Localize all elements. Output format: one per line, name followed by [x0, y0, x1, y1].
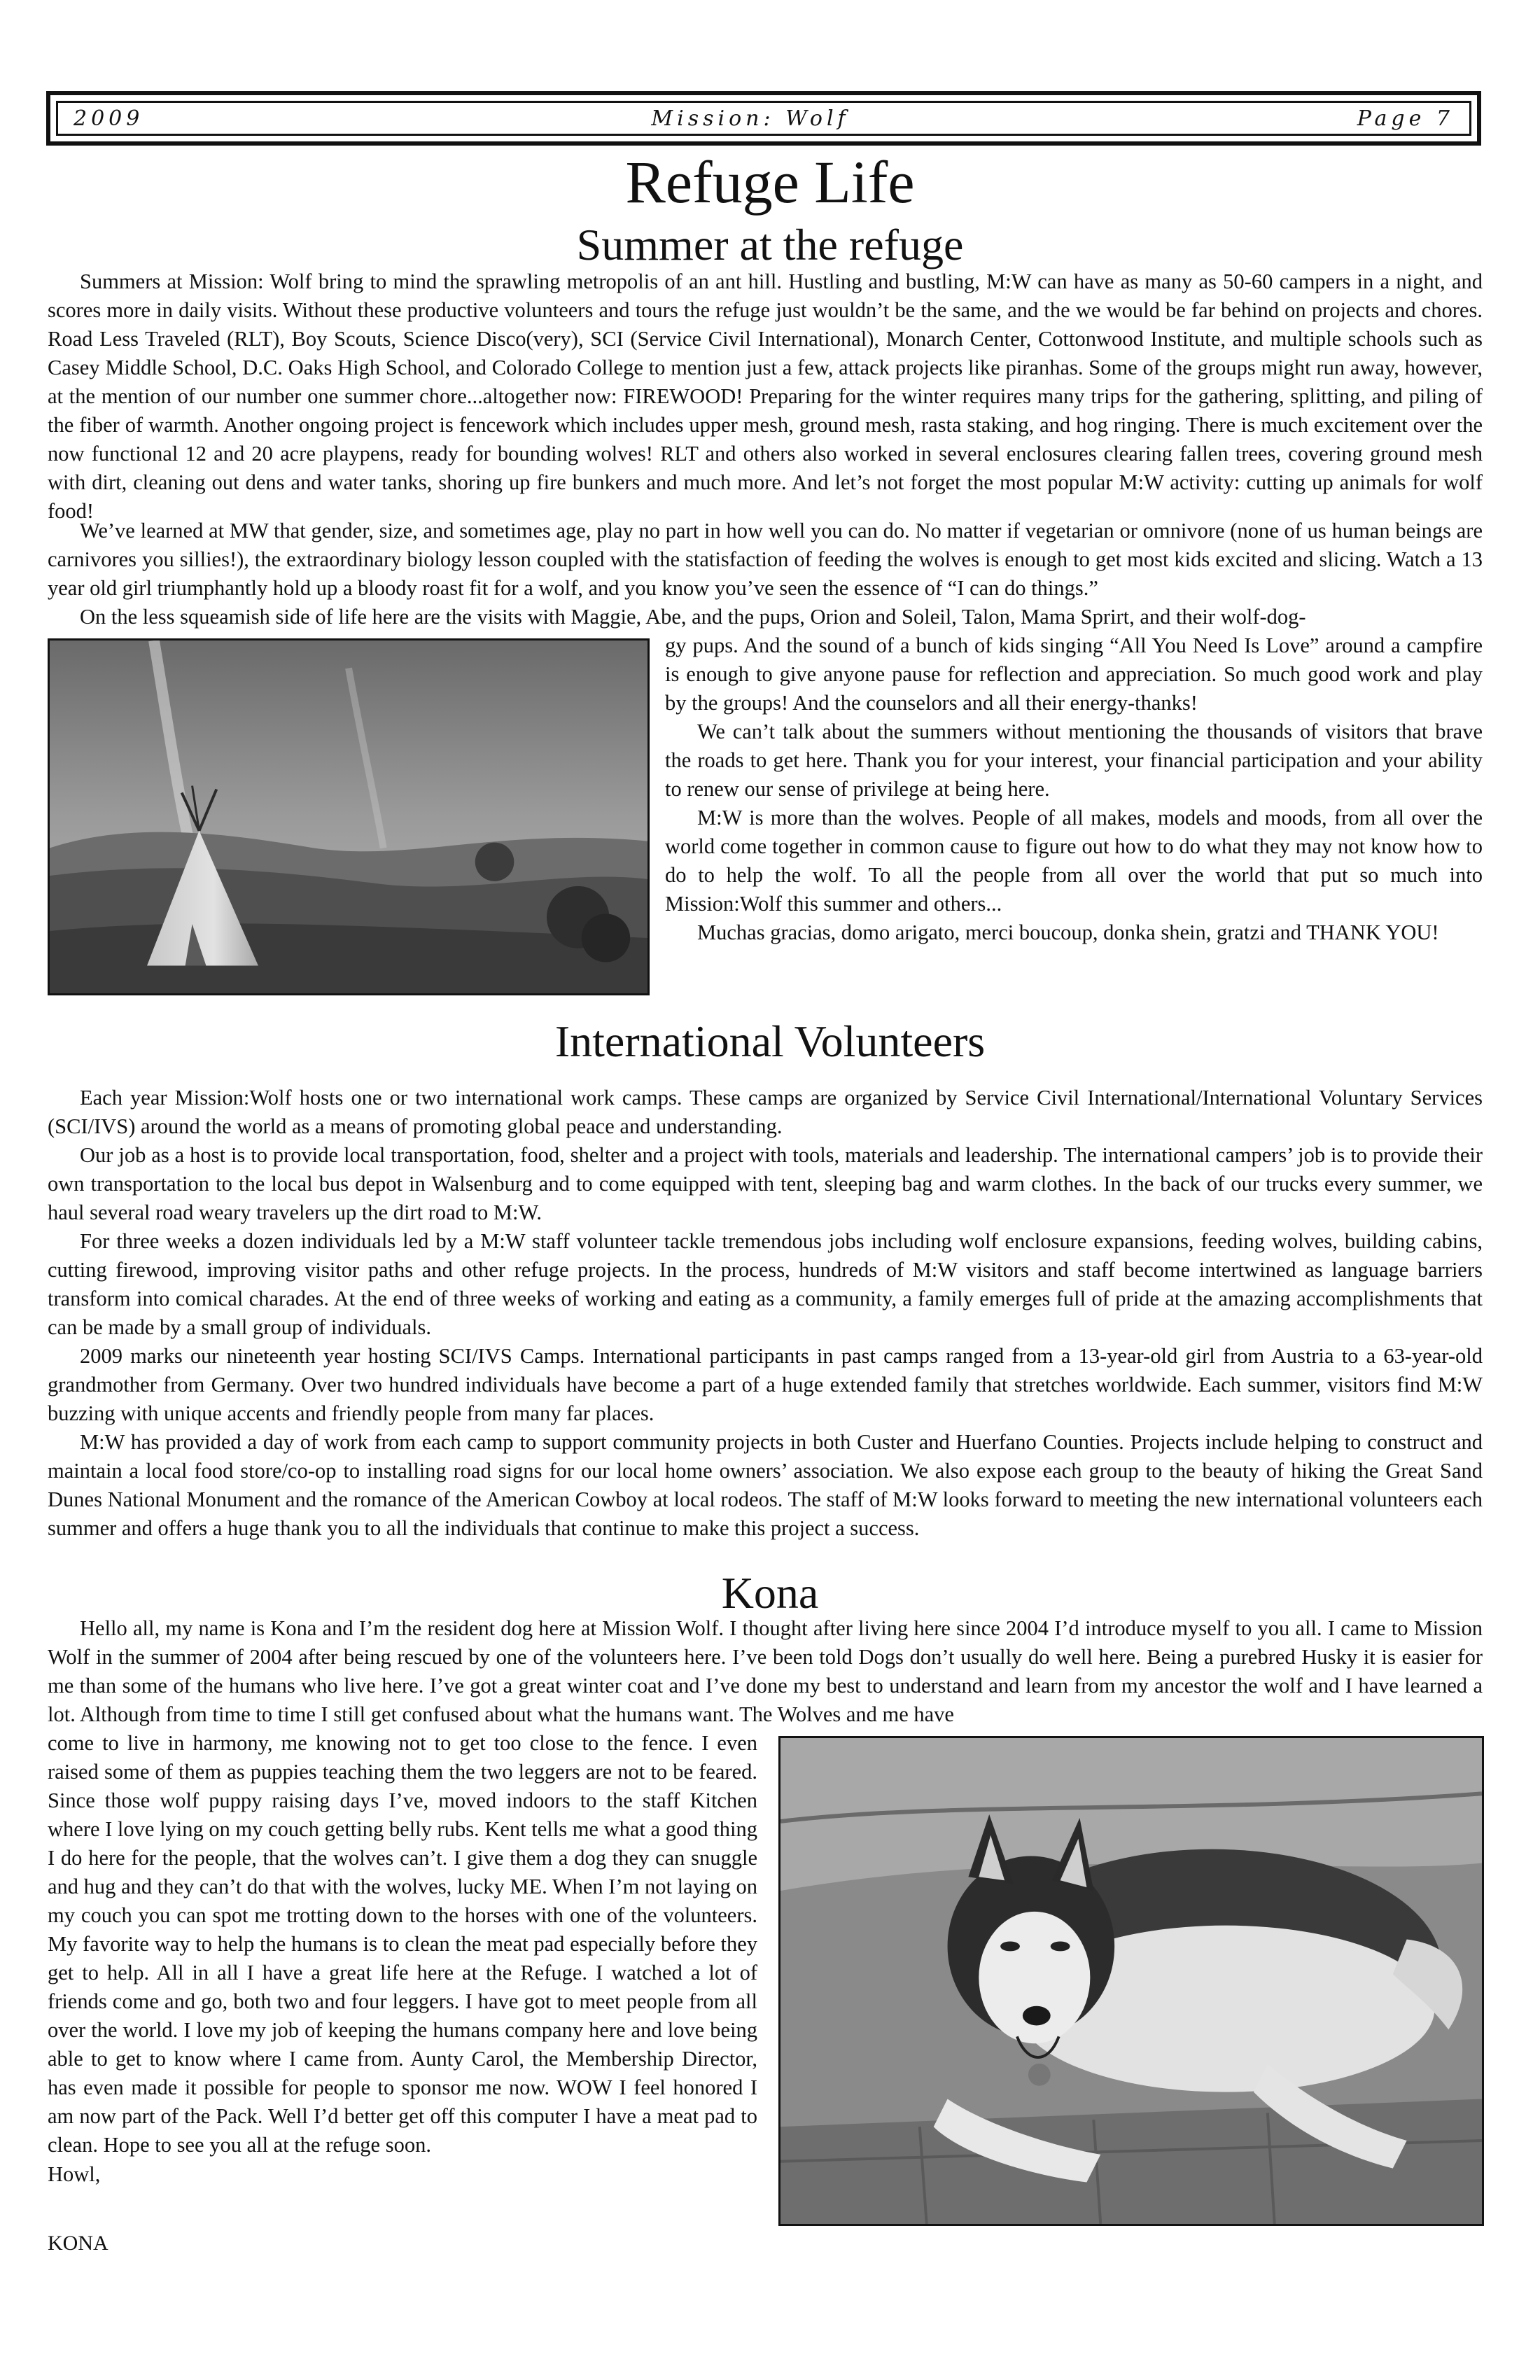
international-paragraph-2: Our job as a host is to provide local transportation, food, shelter and a project with tools, materials and leadership. The international campers’ job is to provide their own transportation to the local bus depot in Walsenburg and to come equipped with tent, sleeping bag and warm clothes. In the back of our trucks every summer, we haul several road weary travelers up the dirt road to M:W. — [48, 1143, 1483, 1224]
kona-heading: Kona — [721, 1568, 819, 1618]
summer-paragraph-4: We can’t talk about the summers without mentioning the thousands of visitors that brave the roads to get here. Thank you for your interest, your financial participation and your ability to renew our sense of privilege at being here. — [665, 720, 1483, 801]
summer-paragraph-2: We’ve learned at MW that gender, size, and sometimes age, play no part in how well you can do. No matter if vegetarian or omnivore (none of us human beings are carnivores you sillies!), the extraordinary biology lesson coupled with the statisfaction of feeding the wolves is enough to get most kids excited and slicing. Watch a 13 year old girl triumphantly hold up a bloody roast fit for a wolf, and you know you’ve seen the essence of “I can do things.” — [48, 519, 1483, 600]
kona-paragraph-2: come to live in harmony, me knowing not to get too close to the fence. I even raised some of them as puppies teaching them the two leggers are not to be feared. Since those wolf puppy raising days I’ve, moved indoors to the staff Kitchen where I love lying on my couch getting belly rubs. Kent tells me what a good thing I do here for the people, that the wolves can’t. I give them a dog they can snuggle and hug and they can’t do that with the wolves, lucky ME. When I’m not laying on my couch you can spot me trotting down to the horses with one of the volunteers. My favorite way to help the humans is to clean the meat pad especially before they get to help. All in all I have a great life here at the Refuge. I watched a lot of friends come and go, both two and four leggers. I have got to meet people from all over the world. I love my job of keeping the humans company here and love being able to get to know where I came from. Aunty Carol, the Membership Director, has even made it possible for people to sponsor me now. WOW I feel honored I am now part of the Pack. Well I’d better get off this computer I have a meat pad to clean. Hope to see you all at the refuge soon. — [48, 1731, 757, 2157]
kona-husky-photo — [778, 1736, 1484, 2226]
kona-closing: Howl, — [48, 2162, 101, 2186]
page-header — [46, 91, 1481, 146]
international-paragraph-1: Each year Mission:Wolf hosts one or two international work camps. These camps are organized by Service Civil International/International Voluntary Services (SCI/IVS) around the world as a means of promoting global peace and understanding. — [48, 1086, 1483, 1138]
summer-paragraph-6: Muchas gracias, domo arigato, merci boucoup, donka shein, gratzi and THANK YOU! — [697, 920, 1439, 944]
header-year: 2009 — [74, 106, 144, 131]
international-paragraph-3: For three weeks a dozen individuals led by a M:W staff volunteer tackle tremendous jobs including wolf enclosure expansions, feeding wolves, building cabins, cutting firewood, improving visitor paths and other refuge projects. In the process, hundreds of M:W visitors and staff become intertwined as language barriers transform into comical charades. At the end of three weeks of working and eating as a community, a family emerges full of pride at the amazing accomplishments that can be made by a small group of individuals. — [48, 1229, 1483, 1339]
international-paragraph-5: M:W has provided a day of work from each camp to support community projects in both Custer and Huerfano Counties. Projects include helping to construct and maintain a local food store/co-op to installing road signs for our local home owners’ association. We also expose each group to the beauty of hiking the Great Sand Dunes National Monument and the romance of the American Cowboy at local rodeos. The staff of M:W looks forward to meeting the new international volunteers each summer and offers a huge thank you to all the individuals that continue to make this project a success. — [48, 1430, 1483, 1540]
international-paragraph-4: 2009 marks our nineteenth year hosting SCI/IVS Camps. International participants in past camps ranged from a 13-year-old girl from Austria to a 63-year-old grandmother from Germany. Over two hundred individuals have become a part of a huge extended family that stretches worldwide. Each summer, visitors find M:W buzzing with unique accents and friendly people from many far places. — [48, 1344, 1483, 1425]
summer-paragraph-3-rest: gy pups. And the sound of a bunch of kids singing “All You Need Is Love” around a campfire is enough to give anyone pause for reflection and appreciation. So much good work and play by the groups! And the counselors and all their energy-thanks! — [665, 634, 1483, 715]
summer-heading: Summer at the refuge — [576, 220, 964, 270]
summer-paragraph-5: M:W is more than the wolves. People of all makes, models and moods, from all over the world come together in common cause to figure out how to do what they may not know how to do to help the wolf. To all the people from all over the world that put so much into Mission:Wolf this summer and others... — [665, 806, 1483, 916]
summer-paragraph-3-lead: On the less squeamish side of life here are the visits with Maggie, Abe, and the pups, Orion and Soleil, Talon, Mama Sprirt, and their wolf-dog- — [80, 605, 1306, 629]
page-header-inner — [56, 101, 1471, 136]
summer-paragraph-1: Summers at Mission: Wolf bring to mind the sprawling metropolis of an ant hill. Hustling and bustling, M:W can have as many as 50-60 campers in a night, and scores more in daily visits. Without these productive volunteers and tours the refuge just wouldn’t be the same, and the we would be far behind on projects and chores. Road Less Traveled (RLT), Boy Scouts, Science Disco(very), SCI (Service Civil International), Monarch Center, Cottonwood Institute, and multiple schools such as Casey Middle School, D.C. Oaks High School, and Colorado College to mention just a few, attack projects like piranhas. Some of the groups might run away, however, at the mention of our number one summer chore...altogether now: FIREWOOD! Preparing for the winter requires many trips for the gathering, splitting, and piling of the fiber of warmth. Another ongoing project is fencework which includes upper mesh, ground mesh, rasta staking, and hog ringing. There is much excitement over the now functional 12 and 20 acre playpens, ready for bounding wolves! RLT and others also worked in several enclosures clearing fallen trees, covering ground mesh with dirt, cleaning out dens and water tanks, shoring up fire bunkers and much more. And let’s not forget the most popular M:W activity: cutting up animals for wolf food! — [48, 270, 1483, 523]
international-heading: International Volunteers — [554, 1016, 986, 1066]
tipi-rainbow-photo — [48, 638, 650, 995]
header-publication: Mission: Wolf — [651, 106, 850, 131]
kona-signature: KONA — [48, 2232, 108, 2255]
kona-paragraph-1: Hello all, my name is Kona and I’m the resident dog here at Mission Wolf. I thought after living here since 2004 I’d introduce myself to you all. I came to Mission Wolf in the summer of 2004 after being rescued by one of the volunteers here. I’ve been told Dogs don’t usually do well here. Being a purebred Husky it is easier for me than some of the humans who live here. I’ve got a great winter coat and I’ve done my best to understand and learn from my ancestor the wolf and I have learned a lot. Although from time to time I still get confused about what the humans want. The Wolves and me have — [48, 1616, 1483, 1726]
page-title: Refuge Life — [625, 148, 915, 216]
tipi-rainbow-illustration — [50, 640, 648, 993]
kona-husky-illustration — [780, 1738, 1482, 2224]
header-page-number: Page 7 — [1357, 106, 1454, 131]
